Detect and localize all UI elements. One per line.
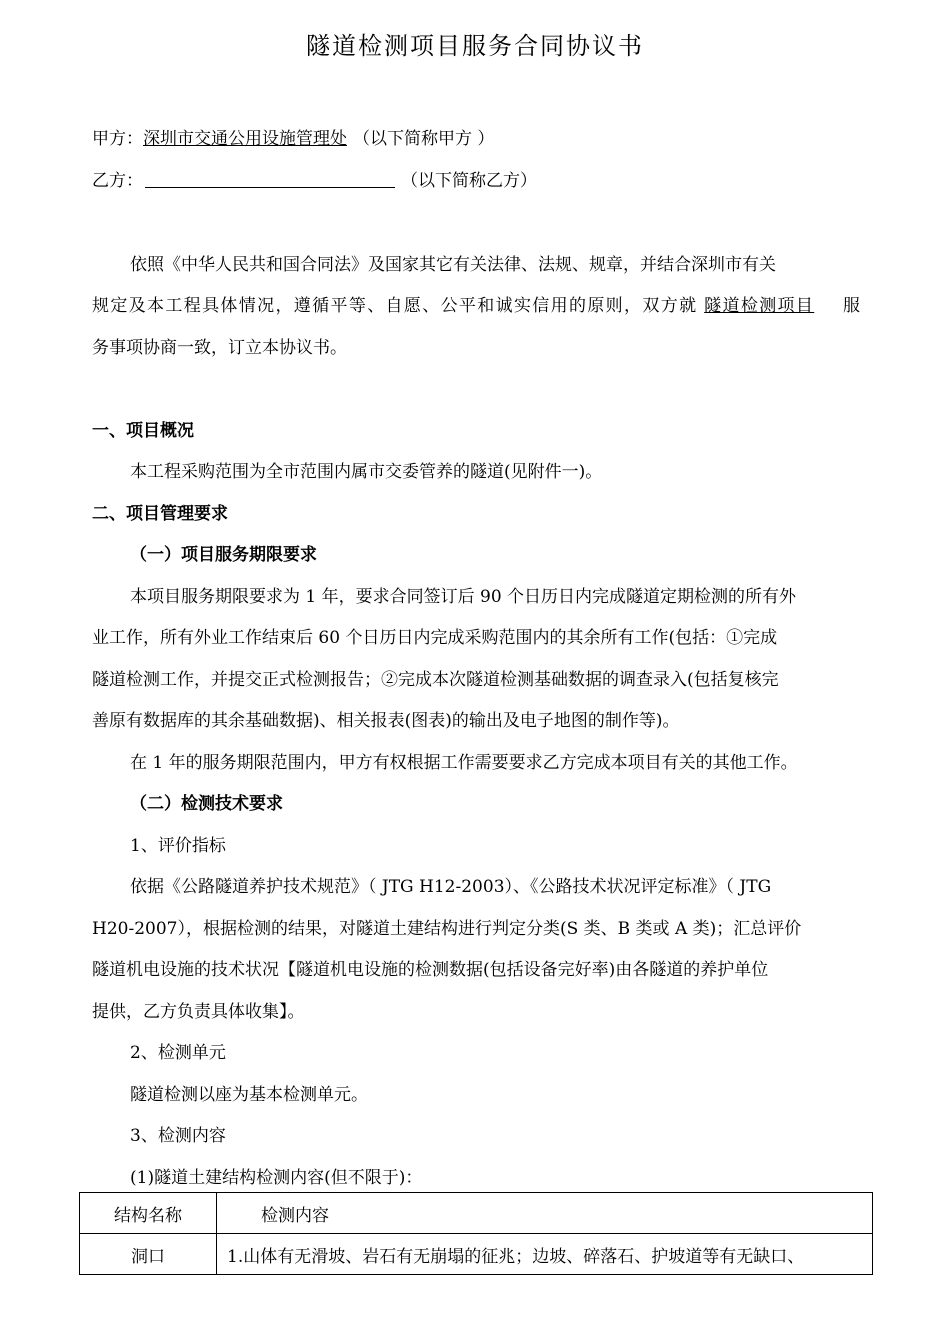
table-row xyxy=(80,1234,873,1275)
service-period-paragraph-2: 在 1 年的服务期限范围内，甲方有权根据工作需要要求乙方完成本项目有关的其他工作。 xyxy=(130,753,798,773)
party-b-suffix: （以下简称乙方） xyxy=(401,171,537,191)
table-header-row xyxy=(80,1193,873,1234)
party-a-name: 深圳市交通公用设施管理处 xyxy=(143,129,347,149)
evaluation-line-2: H20-2007），根据检测的结果，对隧道土建结构进行判定分类(S 类、B 类或 A 类)；汇总评价 xyxy=(92,919,802,939)
item-3-subheading: (1)隧道土建结构检测内容(但不限于)： xyxy=(130,1168,423,1188)
evaluation-line-1: 依据《公路隧道养护技术规范》（ JTG H12-2003）、《公路技术状况评定标准》（ JTG xyxy=(130,877,772,897)
intro-line-3: 务事项协商一致，订立本协议书。 xyxy=(92,338,347,358)
project-name-underlined: 隧道检测项目 xyxy=(704,296,815,316)
service-period-line-2: 业工作，所有外业工作结束后 60 个日历日内完成采购范围内的其余所有工作(包括：①完成 xyxy=(92,628,778,648)
section-1-text: 本工程采购范围为全市范围内属市交委管养的隧道(见附件一)。 xyxy=(130,462,603,482)
party-b-line xyxy=(92,169,537,193)
section-2-heading: 二、项目管理要求 xyxy=(92,504,228,524)
intro-line-2-post: 服 xyxy=(843,296,861,316)
section-1-heading: 一、项目概况 xyxy=(92,421,194,441)
intro-line-2 xyxy=(92,294,860,318)
subsection-2-heading: （二）检测技术要求 xyxy=(130,794,283,814)
service-period-line-4: 善原有数据库的其余基础数据)、相关报表(图表)的输出及电子地图的制作等)。 xyxy=(92,711,680,731)
evaluation-line-4: 提供，乙方负责具体收集】。 xyxy=(92,1002,305,1022)
table-cell-content: 1.山体有无滑坡、岩石有无崩塌的征兆；边坡、碎落石、护坡道等有无缺口、 xyxy=(217,1234,873,1275)
item-3-heading: 3、检测内容 xyxy=(130,1126,226,1146)
item-2-heading: 2、检测单元 xyxy=(130,1043,226,1063)
party-a-suffix: （以下简称甲方 ） xyxy=(353,129,495,149)
table-cell-structure: 洞口 xyxy=(80,1234,217,1275)
document-title: 隧道检测项目服务合同协议书 xyxy=(306,32,644,60)
inspection-content-table xyxy=(79,1192,873,1275)
intro-line-1: 依照《中华人民共和国合同法》及国家其它有关法律、法规、规章，并结合深圳市有关 xyxy=(130,255,776,275)
subsection-1-heading: （一）项目服务期限要求 xyxy=(130,545,317,565)
party-a-line xyxy=(92,127,494,151)
service-period-line-3: 隧道检测工作，并提交正式检测报告；②完成本次隧道检测基础数据的调查录入(包括复核完 xyxy=(92,670,779,690)
party-b-label: 乙方： xyxy=(92,171,143,191)
party-b-name-blank xyxy=(145,169,395,188)
item-1-heading: 1、评价指标 xyxy=(130,836,226,856)
service-period-line-1: 本项目服务期限要求为 1 年，要求合同签订后 90 个日历日内完成隧道定期检测的所有外 xyxy=(130,587,797,607)
intro-line-2-pre: 规定及本工程具体情况，遵循平等、自愿、公平和诚实信用的原则，双方就 xyxy=(92,296,698,316)
item-2-text: 隧道检测以座为基本检测单元。 xyxy=(130,1085,368,1105)
table-header-structure-name: 结构名称 xyxy=(80,1193,217,1234)
table-header-inspection-content: 检测内容 xyxy=(217,1193,873,1234)
evaluation-line-3: 隧道机电设施的技术状况【隧道机电设施的检测数据(包括设备完好率)由各隧道的养护单位 xyxy=(92,960,769,980)
party-a-label: 甲方： xyxy=(92,129,143,149)
